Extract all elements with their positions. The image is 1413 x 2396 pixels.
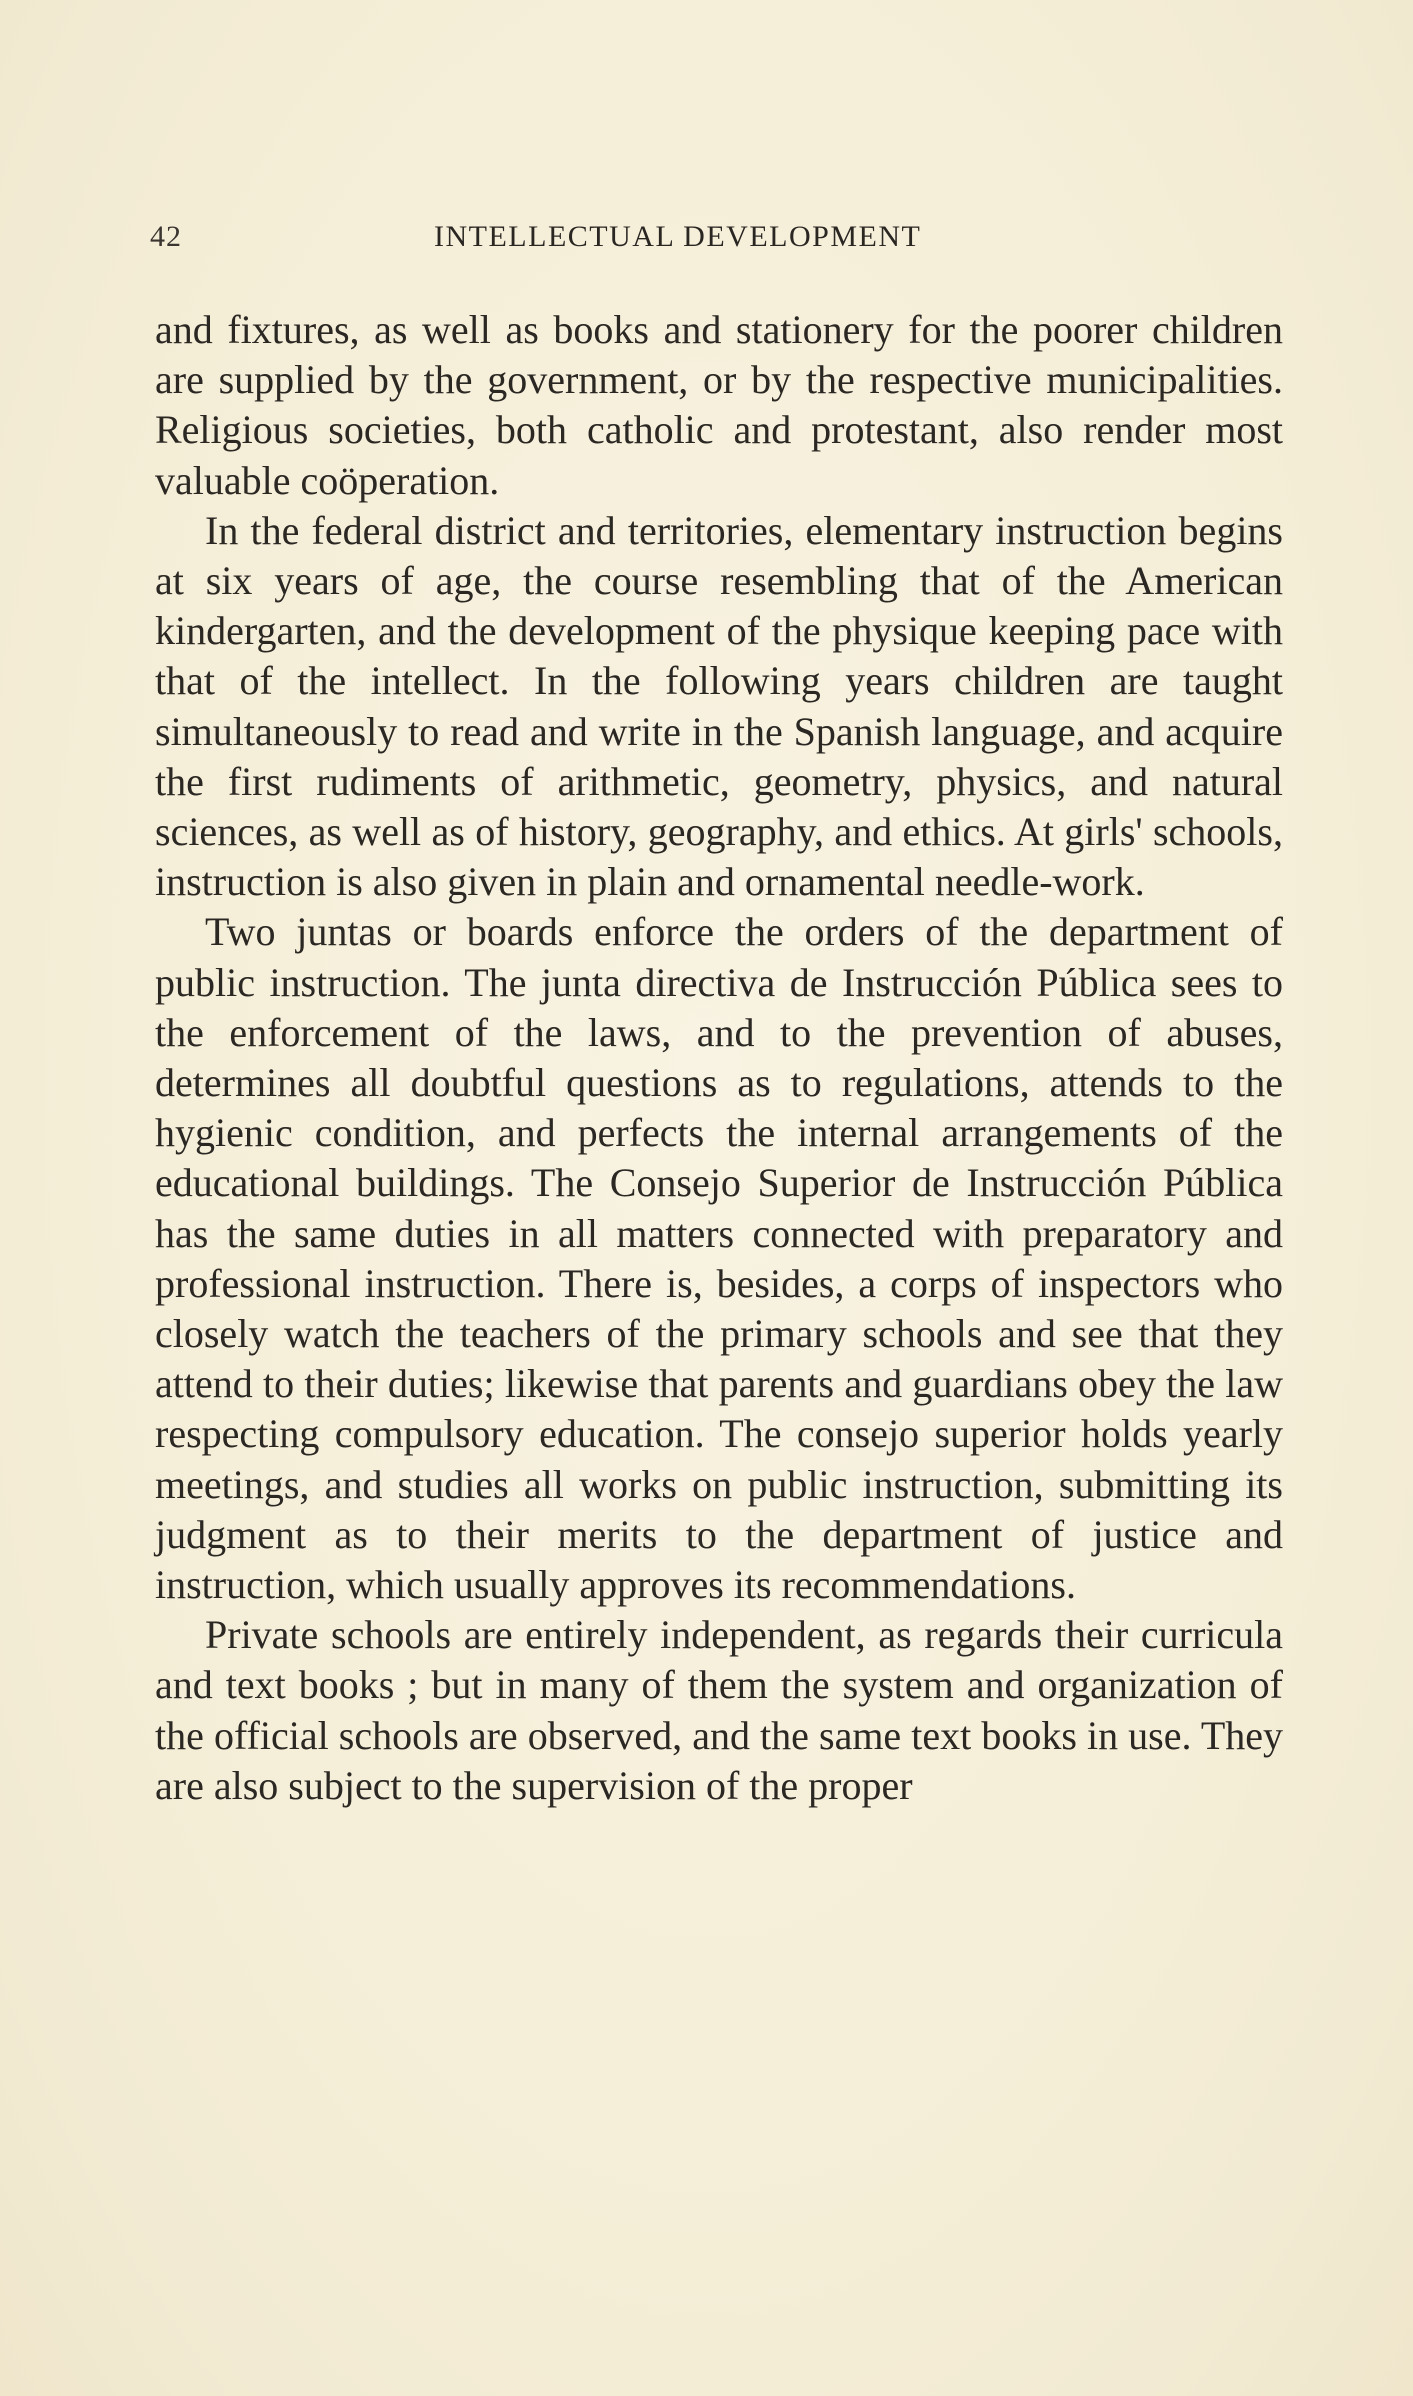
page-header <box>150 220 1280 260</box>
body-text <box>155 305 1283 1811</box>
page-number: 42 <box>150 220 182 253</box>
paragraph: Private schools are entirely independent, as regards their curricula and text books ; but in many of them the system and organization of the official schools are observed, and the same text books in use. They are also subject to the supervision of the proper <box>155 1612 1283 1808</box>
paragraph: and fixtures, as well as books and stationery for the poorer children are supplied by the government, or by the respective municipalities. Religious societies, both catholic and protestant, also render most valuable coöperation. <box>155 307 1283 503</box>
paragraph: In the federal district and territories, elementary instruction begins at six years of age, the course resembling that of the American kindergarten, and the development of the physique keeping pace with that of the intellect. In the following years children are taught simultaneously to read and write in the Spanish language, and acquire the first rudiments of arithmetic, geometry, physics, and natural sciences, as well as of history, geography, and ethics. At girls' schools, instruction is also given in plain and ornamental needle-work. <box>155 507 1283 905</box>
running-head: INTELLECTUAL DEVELOPMENT <box>434 220 922 253</box>
paragraph: Two juntas or boards enforce the orders of the department of public instruction. The junta directiva de Instrucción Pública sees to the enforcement of the laws, and to the prevention of abuses, determines all doubtful questions as to regulations, attends to the hygienic condition, and perfects the internal arrangements of the educational buildings. The Consejo Superior de Instrucción Pública has the same duties in all matters connected with preparatory and professional instruction. There is, besides, a corps of inspectors who closely watch the teachers of the primary schools and see that they attend to their duties; likewise that parents and guardians obey the law respecting compulsory education. The consejo superior holds yearly meetings, and studies all works on public instruction, submitting its judgment as to their merits to the department of justice and instruction, which usually approves its recommendations. <box>155 909 1283 1608</box>
